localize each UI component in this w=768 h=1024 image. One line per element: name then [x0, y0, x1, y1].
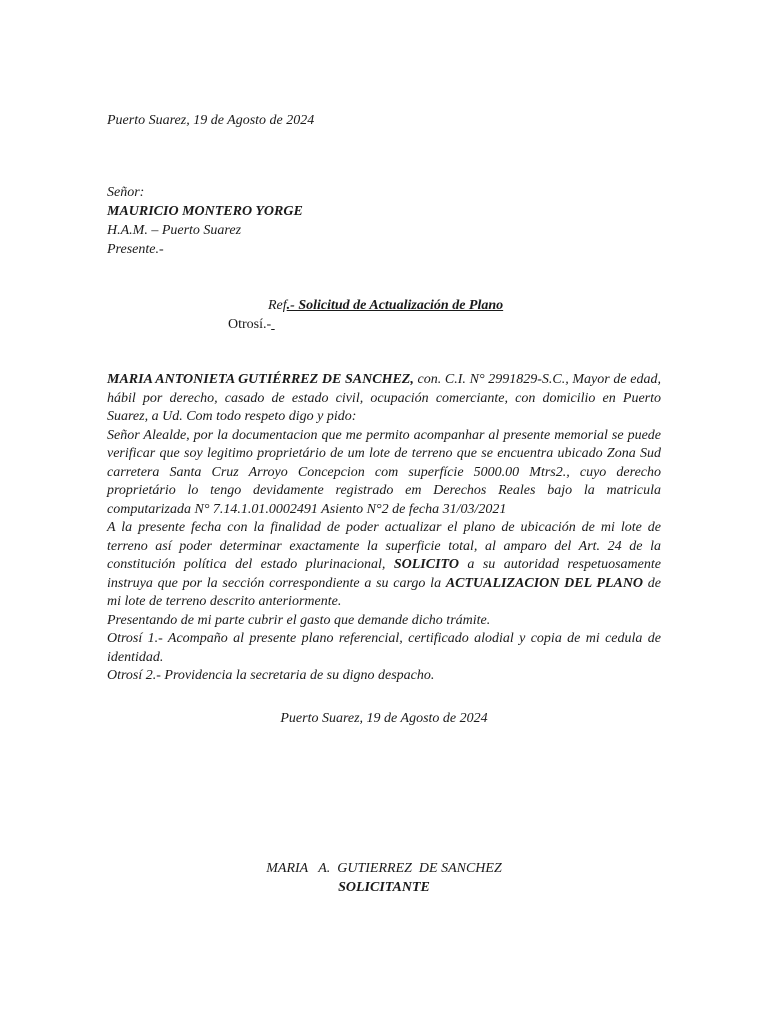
- reference-line: [268, 297, 503, 315]
- body-paragraph-property: Señor Alealde, por la documentacion que me permito acompanhar al presente memorial se puede verificar que soy legitimo proprietário de um lote de terreno que se encuentra ubicado Zona Sud carretera Santa Cruz Arroyo Concepcion com superfície 5000.00 Mtrs2., cuyo derecho proprietário lo tengo devidamente registrado em Derechos Reales bajo la matricula computarizada N° 7.14.1.01.0002491 Asiento N°2 de fecha 31/03/2021: [107, 427, 661, 517]
- request-text-a: A la presente fecha con la finalidad de poder actualizar el plano de ubicación de mi lote de terreno así poder determinar exactamente la superficie total, al amparo del Art. 24 de la constitución política del estado plurinacional,: [107, 520, 661, 572]
- request-text-c: de mi lote de terreno descrito anteriormente.: [107, 575, 662, 609]
- recipient-office: H.A.M. – Puerto Suarez: [107, 223, 242, 238]
- body-paragraph-otrosi-2: Otrosí 2.- Providencia la secretaria de su digno despacho.: [107, 668, 435, 683]
- signer-role: SOLICITANTE: [338, 880, 430, 895]
- body-paragraph-request: [107, 519, 661, 612]
- recipient-salutation: Señor:: [107, 185, 145, 200]
- signer-name: MARIA A. GUTIERREZ DE SANCHEZ: [266, 861, 502, 876]
- otrosi-label: Otrosí.-: [228, 317, 272, 332]
- header-place-date: Puerto Suarez, 19 de Agosto de 2024: [107, 113, 315, 128]
- otrosi-underline: [271, 317, 275, 332]
- body-paragraph-otrosi-1: Otrosí 1.- Acompaño al presente plano referencial, certificado alodial y copia de mi cedula de identidad.: [107, 631, 661, 665]
- applicant-name: MARIA ANTONIETA GUTIÉRREZ DE SANCHEZ,: [107, 372, 414, 387]
- otrosi-line: [228, 316, 275, 334]
- reference-prefix: Ref: [268, 298, 287, 313]
- closing-place-date: Puerto Suarez, 19 de Agosto de 2024: [280, 711, 488, 726]
- intro-text: con. C.I. N° 2991829-S.C., Mayor de edad, hábil por derecho, casado de estado civil, ocupación comerciante, con domicilio en Puerto Suarez, a Ud. Com todo respeto digo y pido:: [107, 372, 662, 424]
- letter-body: [107, 371, 661, 686]
- body-paragraph-intro: [107, 371, 661, 427]
- request-text-b: a su autoridad respetuosamente instruya que por la sección correspondiente a su cargo la: [107, 557, 661, 591]
- reference-subject: .- Solicitud de Actualización de Plano: [286, 298, 504, 313]
- recipient-presente: Presente.-: [107, 242, 164, 257]
- body-paragraph-cost: Presentando de mi parte cubrir el gasto que demande dicho trámite.: [107, 612, 491, 628]
- recipient-name: MAURICIO MONTERO YORGE: [107, 204, 303, 219]
- request-subject: ACTUALIZACION DEL PLANO: [445, 575, 644, 591]
- request-keyword: SOLICITO: [393, 557, 459, 572]
